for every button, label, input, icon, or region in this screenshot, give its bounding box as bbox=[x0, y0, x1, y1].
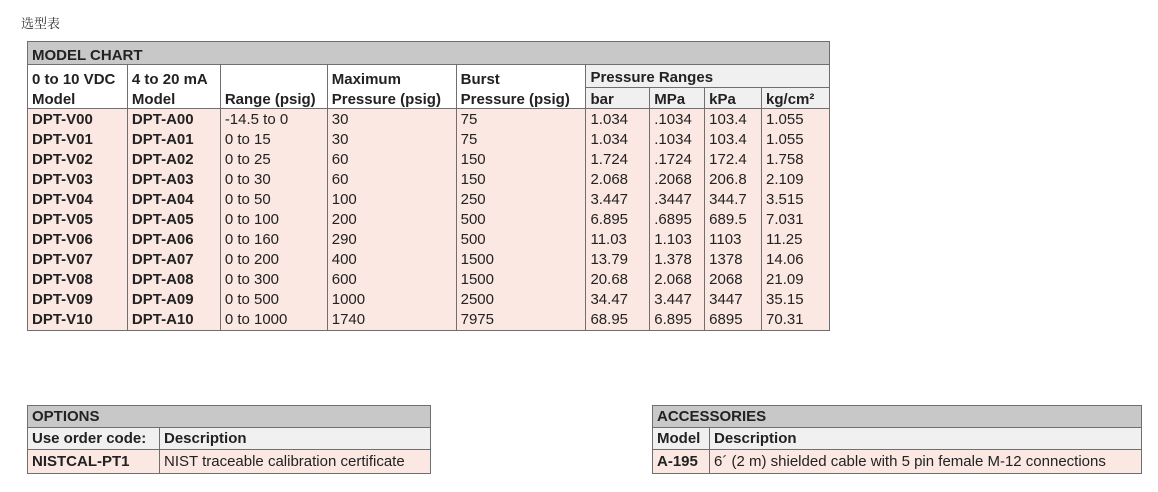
model-current-cell: DPT-A05 bbox=[127, 210, 220, 230]
header-bar: bar bbox=[586, 88, 650, 109]
max-pressure-cell: 30 bbox=[327, 130, 456, 150]
model-voltage-cell: DPT-V04 bbox=[28, 190, 128, 210]
table-row bbox=[653, 450, 1142, 474]
options-desc: NIST traceable calibration certificate bbox=[160, 450, 431, 474]
bar-cell: 3.447 bbox=[586, 190, 650, 210]
model-voltage-cell: DPT-V00 bbox=[28, 109, 128, 131]
range-cell: 0 to 1000 bbox=[220, 310, 327, 331]
kpa-cell: 689.5 bbox=[705, 210, 762, 230]
options-title: OPTIONS bbox=[28, 406, 431, 428]
table-row bbox=[28, 109, 830, 131]
max-pressure-cell: 30 bbox=[327, 109, 456, 131]
options-header-code: Use order code: bbox=[28, 428, 160, 450]
table-row bbox=[28, 210, 830, 230]
burst-pressure-cell: 150 bbox=[456, 170, 586, 190]
range-cell: 0 to 30 bbox=[220, 170, 327, 190]
bar-cell: 2.068 bbox=[586, 170, 650, 190]
model-voltage-cell: DPT-V09 bbox=[28, 290, 128, 310]
model-voltage-cell: DPT-V08 bbox=[28, 270, 128, 290]
model-voltage-cell: DPT-V03 bbox=[28, 170, 128, 190]
model-voltage-cell: DPT-V07 bbox=[28, 250, 128, 270]
header-current-bottom: Model bbox=[127, 88, 220, 109]
options-header-desc: Description bbox=[160, 428, 431, 450]
table-row bbox=[28, 310, 830, 331]
model-current-cell: DPT-A08 bbox=[127, 270, 220, 290]
kgcm-cell: 7.031 bbox=[762, 210, 830, 230]
mpa-cell: 1.103 bbox=[650, 230, 705, 250]
table-row bbox=[28, 170, 830, 190]
bar-cell: 34.47 bbox=[586, 290, 650, 310]
burst-pressure-cell: 2500 bbox=[456, 290, 586, 310]
max-pressure-cell: 60 bbox=[327, 170, 456, 190]
accessories-header-desc: Description bbox=[710, 428, 1142, 450]
mpa-cell: .3447 bbox=[650, 190, 705, 210]
bar-cell: 68.95 bbox=[586, 310, 650, 331]
header-kpa: kPa bbox=[705, 88, 762, 109]
max-pressure-cell: 1740 bbox=[327, 310, 456, 331]
kpa-cell: 1103 bbox=[705, 230, 762, 250]
mpa-cell: .1034 bbox=[650, 109, 705, 131]
kpa-cell: 6895 bbox=[705, 310, 762, 331]
kpa-cell: 2068 bbox=[705, 270, 762, 290]
kpa-cell: 3447 bbox=[705, 290, 762, 310]
max-pressure-cell: 400 bbox=[327, 250, 456, 270]
header-max-top: Maximum bbox=[327, 65, 456, 88]
max-pressure-cell: 1000 bbox=[327, 290, 456, 310]
burst-pressure-cell: 500 bbox=[456, 230, 586, 250]
range-cell: 0 to 25 bbox=[220, 150, 327, 170]
model-current-cell: DPT-A00 bbox=[127, 109, 220, 131]
mpa-cell: 6.895 bbox=[650, 310, 705, 331]
max-pressure-cell: 200 bbox=[327, 210, 456, 230]
max-pressure-cell: 100 bbox=[327, 190, 456, 210]
model-voltage-cell: DPT-V10 bbox=[28, 310, 128, 331]
accessories-table bbox=[652, 405, 1142, 474]
model-chart-body bbox=[28, 109, 830, 331]
table-row bbox=[28, 150, 830, 170]
model-current-cell: DPT-A07 bbox=[127, 250, 220, 270]
burst-pressure-cell: 150 bbox=[456, 150, 586, 170]
table-row bbox=[28, 230, 830, 250]
bar-cell: 13.79 bbox=[586, 250, 650, 270]
range-cell: 0 to 500 bbox=[220, 290, 327, 310]
kgcm-cell: 35.15 bbox=[762, 290, 830, 310]
header-burst-top: Burst bbox=[456, 65, 586, 88]
kpa-cell: 103.4 bbox=[705, 130, 762, 150]
max-pressure-cell: 600 bbox=[327, 270, 456, 290]
burst-pressure-cell: 1500 bbox=[456, 270, 586, 290]
burst-pressure-cell: 75 bbox=[456, 109, 586, 131]
kgcm-cell: 1.055 bbox=[762, 109, 830, 131]
mpa-cell: .2068 bbox=[650, 170, 705, 190]
header-kgcm: kg/cm² bbox=[762, 88, 830, 109]
header-pressure-ranges: Pressure Ranges bbox=[586, 65, 830, 88]
kgcm-cell: 14.06 bbox=[762, 250, 830, 270]
model-chart-title: MODEL CHART bbox=[28, 42, 830, 65]
options-code: NISTCAL-PT1 bbox=[28, 450, 160, 474]
model-current-cell: DPT-A03 bbox=[127, 170, 220, 190]
table-row bbox=[28, 250, 830, 270]
header-voltage-bottom: Model bbox=[28, 88, 128, 109]
range-cell: 0 to 300 bbox=[220, 270, 327, 290]
table-row bbox=[28, 290, 830, 310]
model-current-cell: DPT-A04 bbox=[127, 190, 220, 210]
bar-cell: 20.68 bbox=[586, 270, 650, 290]
model-current-cell: DPT-A10 bbox=[127, 310, 220, 331]
mpa-cell: .1034 bbox=[650, 130, 705, 150]
kpa-cell: 172.4 bbox=[705, 150, 762, 170]
header-range: Range (psig) bbox=[220, 88, 327, 109]
header-mpa: MPa bbox=[650, 88, 705, 109]
burst-pressure-cell: 7975 bbox=[456, 310, 586, 331]
kgcm-cell: 70.31 bbox=[762, 310, 830, 331]
kgcm-cell: 2.109 bbox=[762, 170, 830, 190]
mpa-cell: 3.447 bbox=[650, 290, 705, 310]
range-cell: 0 to 160 bbox=[220, 230, 327, 250]
kgcm-cell: 11.25 bbox=[762, 230, 830, 250]
header-burst-bottom: Pressure (psig) bbox=[456, 88, 586, 109]
accessories-header-model: Model bbox=[653, 428, 710, 450]
header-current-top: 4 to 20 mA bbox=[127, 65, 220, 88]
max-pressure-cell: 60 bbox=[327, 150, 456, 170]
options-table bbox=[27, 405, 431, 474]
accessories-title: ACCESSORIES bbox=[653, 406, 1142, 428]
kpa-cell: 103.4 bbox=[705, 109, 762, 131]
bar-cell: 6.895 bbox=[586, 210, 650, 230]
mpa-cell: 1.378 bbox=[650, 250, 705, 270]
mpa-cell: .6895 bbox=[650, 210, 705, 230]
page-caption: 选型表 bbox=[21, 16, 61, 31]
model-voltage-cell: DPT-V06 bbox=[28, 230, 128, 250]
model-voltage-cell: DPT-V02 bbox=[28, 150, 128, 170]
bar-cell: 1.034 bbox=[586, 130, 650, 150]
burst-pressure-cell: 75 bbox=[456, 130, 586, 150]
bar-cell: 1.034 bbox=[586, 109, 650, 131]
max-pressure-cell: 290 bbox=[327, 230, 456, 250]
model-current-cell: DPT-A01 bbox=[127, 130, 220, 150]
kgcm-cell: 3.515 bbox=[762, 190, 830, 210]
kgcm-cell: 21.09 bbox=[762, 270, 830, 290]
burst-pressure-cell: 250 bbox=[456, 190, 586, 210]
accessories-model: A-195 bbox=[653, 450, 710, 474]
burst-pressure-cell: 500 bbox=[456, 210, 586, 230]
model-current-cell: DPT-A09 bbox=[127, 290, 220, 310]
header-range-spacer bbox=[220, 65, 327, 88]
burst-pressure-cell: 1500 bbox=[456, 250, 586, 270]
header-max-bottom: Pressure (psig) bbox=[327, 88, 456, 109]
header-voltage-top: 0 to 10 VDC bbox=[28, 65, 128, 88]
model-current-cell: DPT-A06 bbox=[127, 230, 220, 250]
model-current-cell: DPT-A02 bbox=[127, 150, 220, 170]
kgcm-cell: 1.055 bbox=[762, 130, 830, 150]
accessories-desc: 6´ (2 m) shielded cable with 5 pin female M-12 connections bbox=[710, 450, 1142, 474]
range-cell: 0 to 15 bbox=[220, 130, 327, 150]
table-row bbox=[28, 270, 830, 290]
kpa-cell: 206.8 bbox=[705, 170, 762, 190]
range-cell: -14.5 to 0 bbox=[220, 109, 327, 131]
bar-cell: 1.724 bbox=[586, 150, 650, 170]
bar-cell: 11.03 bbox=[586, 230, 650, 250]
model-voltage-cell: DPT-V05 bbox=[28, 210, 128, 230]
mpa-cell: .1724 bbox=[650, 150, 705, 170]
range-cell: 0 to 50 bbox=[220, 190, 327, 210]
table-row bbox=[28, 190, 830, 210]
table-row bbox=[28, 450, 431, 474]
model-chart-table bbox=[27, 41, 830, 331]
mpa-cell: 2.068 bbox=[650, 270, 705, 290]
kpa-cell: 1378 bbox=[705, 250, 762, 270]
model-voltage-cell: DPT-V01 bbox=[28, 130, 128, 150]
table-row bbox=[28, 130, 830, 150]
range-cell: 0 to 200 bbox=[220, 250, 327, 270]
range-cell: 0 to 100 bbox=[220, 210, 327, 230]
kgcm-cell: 1.758 bbox=[762, 150, 830, 170]
kpa-cell: 344.7 bbox=[705, 190, 762, 210]
